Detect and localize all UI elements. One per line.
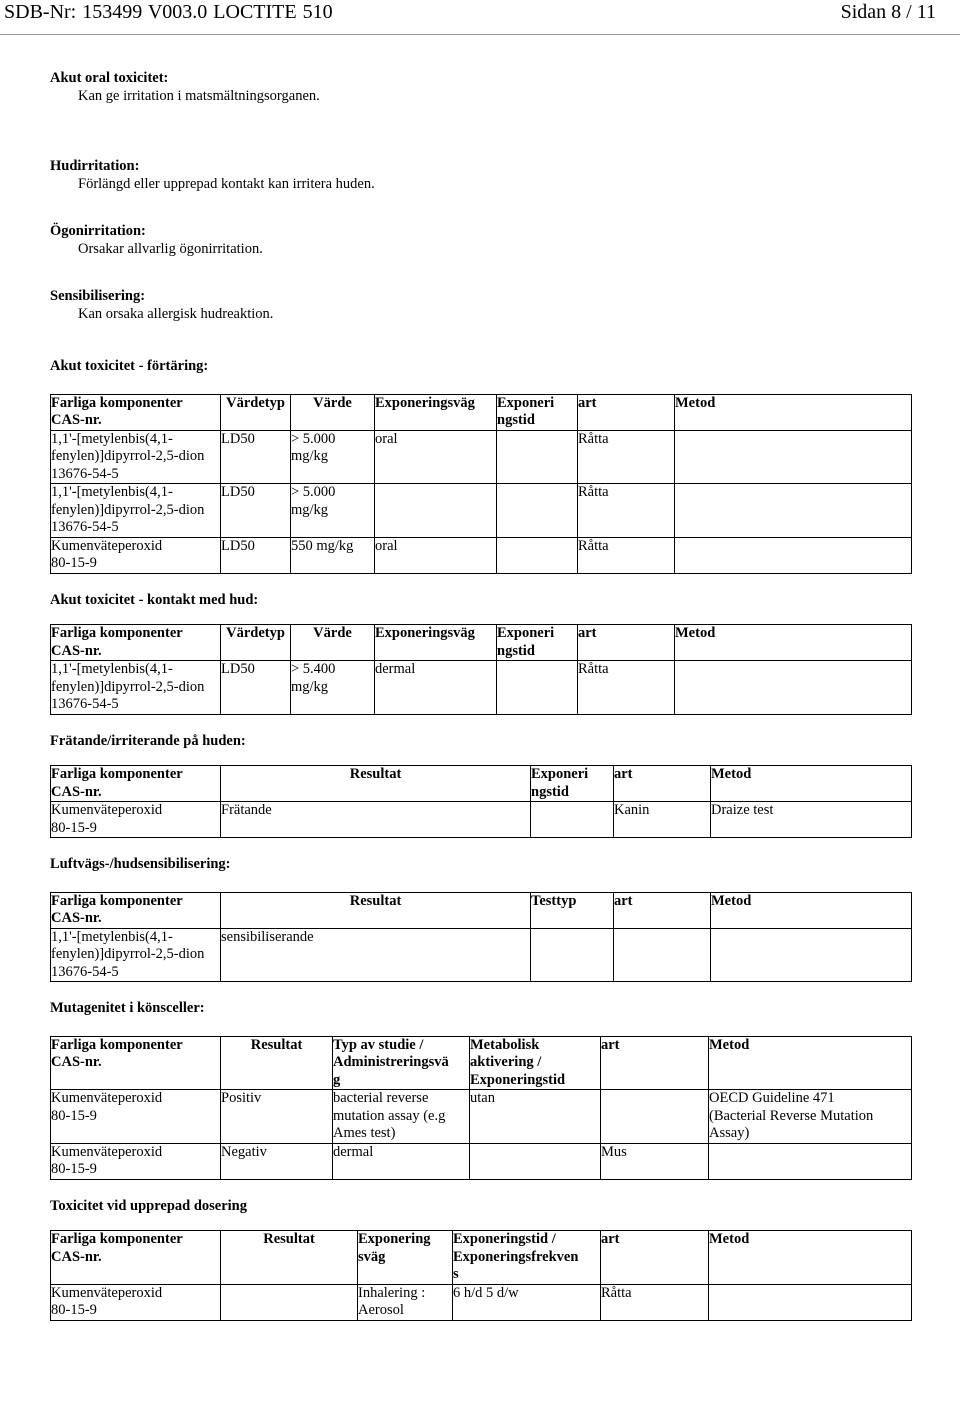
table-row [51, 1284, 912, 1320]
column-header: Resultat [221, 766, 531, 802]
column-header: Exponeri ngstid [497, 394, 578, 430]
section-text: Kan ge irritation i matsmältningsorganen. [78, 87, 320, 104]
table-header-row [51, 394, 912, 430]
table-cell: 1,1'-[metylenbis(4,1- fenylen)]dipyrrol-2,5-dion 13676-54-5 [51, 484, 221, 538]
table-cell: Kumenväteperoxid 80-15-9 [51, 1143, 221, 1179]
column-header: art [578, 394, 675, 430]
column-header: art [614, 766, 711, 802]
column-header: Metod [711, 892, 912, 928]
table-cell: Råtta [578, 537, 675, 573]
table-title-dermal-toxicity: Akut toxicitet - kontakt med hud: [50, 591, 259, 608]
table-row [51, 430, 912, 484]
table-cell: Frätande [221, 802, 531, 838]
column-header: Exponeri ngstid [497, 625, 578, 661]
table-cell: Negativ [221, 1143, 333, 1179]
table-row [51, 928, 912, 982]
table-cell [675, 484, 912, 538]
table-cell: oral [375, 430, 497, 484]
column-header: Exponeringsväg [375, 394, 497, 430]
table-row [51, 661, 912, 715]
table-cell [497, 537, 578, 573]
table-title-mutagenicity: Mutagenitet i könsceller: [50, 1000, 205, 1016]
column-header: Metod [709, 1231, 912, 1285]
table-cell: Kanin [614, 802, 711, 838]
document-body [50, 70, 912, 1321]
table-cell: LD50 [221, 430, 291, 484]
column-header: Värde [291, 625, 375, 661]
header-divider [0, 34, 960, 35]
table-cell: bacterial reverse mutation assay (e.g Ames test) [333, 1090, 470, 1144]
column-header: Exponeri ngstid [531, 766, 614, 802]
column-header: Värdetyp [221, 394, 291, 430]
acute-oral-toxicity-table [50, 394, 912, 574]
table-cell [614, 928, 711, 982]
column-header: art [614, 892, 711, 928]
document-info: SDB-Nr: 153499 V003.0 LOCTITE 510 [4, 1, 333, 23]
table-cell [375, 484, 497, 538]
table-cell: > 5.000 mg/kg [291, 484, 375, 538]
table-title-corrosion: Frätande/irriterande på huden: [50, 732, 246, 749]
column-header: Resultat [221, 1036, 333, 1090]
column-header: Exponeringsväg [375, 625, 497, 661]
section-text: Förlängd eller upprepad kontakt kan irritera huden. [78, 175, 375, 192]
section-skin-irritation [50, 158, 912, 193]
sensitization-table [50, 892, 912, 983]
table-cell: Mus [601, 1143, 709, 1179]
table-cell: 550 mg/kg [291, 537, 375, 573]
page-number: Sidan 8 / 11 [840, 1, 936, 23]
table-cell: LD50 [221, 661, 291, 715]
section-title: Hudirritation: [50, 158, 140, 174]
skin-corrosion-table [50, 765, 912, 838]
table-header-row [51, 766, 912, 802]
table-cell: 1,1'-[metylenbis(4,1- fenylen)]dipyrrol-2,5-dion 13676-54-5 [51, 661, 221, 715]
table-cell: LD50 [221, 537, 291, 573]
table-cell: Kumenväteperoxid 80-15-9 [51, 802, 221, 838]
table-cell [221, 1284, 358, 1320]
table-cell [675, 430, 912, 484]
table-cell [497, 484, 578, 538]
table-cell [497, 661, 578, 715]
table-cell [709, 1143, 912, 1179]
section-eye-irritation [50, 223, 912, 258]
column-header: Värde [291, 394, 375, 430]
section-oral-toxicity [50, 70, 912, 105]
table-cell: 6 h/d 5 d/w [453, 1284, 601, 1320]
column-header: Värdetyp [221, 625, 291, 661]
table-cell: Råtta [601, 1284, 709, 1320]
table-cell: dermal [375, 661, 497, 715]
section-sensitization [50, 288, 912, 323]
table-cell: Råtta [578, 430, 675, 484]
column-header: art [601, 1036, 709, 1090]
table-cell: Draize test [711, 802, 912, 838]
table-row [51, 484, 912, 538]
table-cell: OECD Guideline 471 (Bacterial Reverse Mutation Assay) [709, 1090, 912, 1144]
table-cell: utan [470, 1090, 601, 1144]
column-header: Exponering sväg [358, 1231, 453, 1285]
table-cell: Kumenväteperoxid 80-15-9 [51, 537, 221, 573]
table-row [51, 802, 912, 838]
table-cell: dermal [333, 1143, 470, 1179]
table-header-row [51, 1036, 912, 1090]
column-header: Farliga komponenter CAS-nr. [51, 1036, 221, 1090]
section-title: Akut oral toxicitet: [50, 70, 169, 86]
table-cell [675, 661, 912, 715]
column-header: art [578, 625, 675, 661]
column-header: Metod [675, 625, 912, 661]
table-cell [531, 928, 614, 982]
section-title: Sensibilisering: [50, 288, 146, 304]
mutagenicity-table [50, 1036, 912, 1180]
column-header: Metod [711, 766, 912, 802]
section-text: Kan orsaka allergisk hudreaktion. [78, 305, 274, 322]
column-header: Resultat [221, 892, 531, 928]
table-cell: Kumenväteperoxid 80-15-9 [51, 1284, 221, 1320]
table-cell [711, 928, 912, 982]
table-cell [709, 1284, 912, 1320]
column-header: art [601, 1231, 709, 1285]
table-header-row [51, 1231, 912, 1285]
column-header: Farliga komponenter CAS-nr. [51, 625, 221, 661]
table-cell [497, 430, 578, 484]
table-row [51, 1090, 912, 1144]
table-cell: oral [375, 537, 497, 573]
table-title-repeated-dose: Toxicitet vid upprepad dosering [50, 1197, 247, 1214]
table-cell: > 5.000 mg/kg [291, 430, 375, 484]
acute-dermal-toxicity-table [50, 624, 912, 715]
table-row [51, 1143, 912, 1179]
column-header: Farliga komponenter CAS-nr. [51, 1231, 221, 1285]
column-header: Farliga komponenter CAS-nr. [51, 766, 221, 802]
column-header: Farliga komponenter CAS-nr. [51, 394, 221, 430]
repeated-dose-table [50, 1230, 912, 1321]
column-header: Metabolisk aktivering / Exponeringstid [470, 1036, 601, 1090]
table-title-sensitization: Luftvägs-/hudsensibilisering: [50, 856, 231, 872]
table-cell: 1,1'-[metylenbis(4,1- fenylen)]dipyrrol-2,5-dion 13676-54-5 [51, 430, 221, 484]
column-header: Exponeringstid / Exponeringsfrekven s [453, 1231, 601, 1285]
column-header: Resultat [221, 1231, 358, 1285]
section-text: Orsakar allvarlig ögonirritation. [78, 240, 263, 257]
table-cell: Råtta [578, 661, 675, 715]
table-cell [601, 1090, 709, 1144]
column-header: Metod [709, 1036, 912, 1090]
section-title: Ögonirritation: [50, 223, 146, 239]
table-cell [675, 537, 912, 573]
column-header: Farliga komponenter CAS-nr. [51, 892, 221, 928]
page-header [0, 0, 960, 27]
table-cell: LD50 [221, 484, 291, 538]
table-row [51, 537, 912, 573]
column-header: Testtyp [531, 892, 614, 928]
table-cell: Inhalering : Aerosol [358, 1284, 453, 1320]
table-cell: Positiv [221, 1090, 333, 1144]
column-header: Metod [675, 394, 912, 430]
table-cell: 1,1'-[metylenbis(4,1- fenylen)]dipyrrol-2,5-dion 13676-54-5 [51, 928, 221, 982]
table-cell: Råtta [578, 484, 675, 538]
table-cell [470, 1143, 601, 1179]
table-header-row [51, 892, 912, 928]
table-cell: Kumenväteperoxid 80-15-9 [51, 1090, 221, 1144]
column-header: Typ av studie / Administreringsvä g [333, 1036, 470, 1090]
table-cell: sensibiliserande [221, 928, 531, 982]
table-cell: > 5.400 mg/kg [291, 661, 375, 715]
table-title-oral-toxicity: Akut toxicitet - förtäring: [50, 358, 209, 374]
table-cell [531, 802, 614, 838]
table-header-row [51, 625, 912, 661]
